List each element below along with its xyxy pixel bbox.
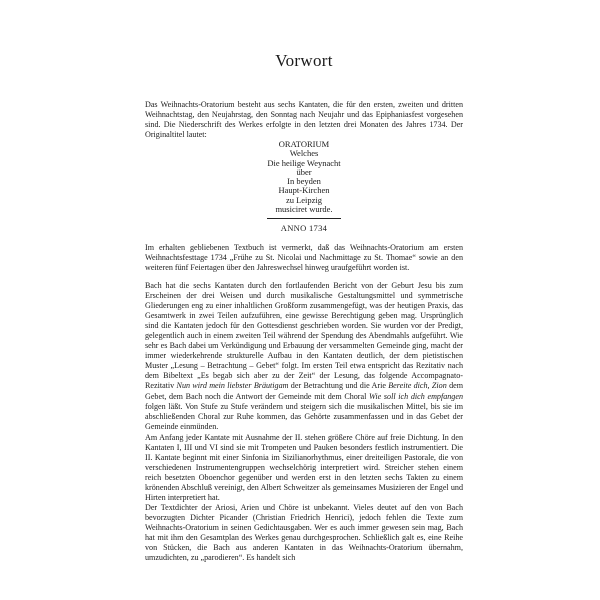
title-line: über <box>296 166 312 177</box>
paragraph-choirs: Am Anfang jeder Kantate mit Ausnahme der II. stehen größere Chöre auf freie Dichtung. In den Kantaten I, III und VI sind sie mit Trompeten und Pauken besonders festlich instrumentiert. Die II. Kantate beginnt mit einer Sinfonia im Sizilianorhythmus, einer dreiteiligen Pastorale, die von verschiedenen Instrumentengruppen wechselchörig interpretiert wird. Streicher stehen einem reich besetzten Oboenchor gegenüber und werden erst in den letzten sechs Takten zu einem krönenden Abschluß vereinigt, den Albert Schweitzer als gemeinsames Musizieren der Engel und Hirten interpretiert hat. <box>145 433 463 503</box>
italic-title: Nun wird mein liebster Bräutigam <box>176 381 289 391</box>
title-line: Die heilige Weynacht <box>267 157 341 168</box>
italic-title: Wie soll ich dich empfangen <box>369 391 463 401</box>
title-line: ORATORIUM <box>278 139 330 149</box>
page-title: Vorwort <box>275 51 333 71</box>
title-line: musiciret wurde. <box>275 204 333 215</box>
title-line: Haupt-Kirchen <box>278 185 330 196</box>
paragraph-structure <box>145 281 463 432</box>
text-run: folgen läßt. Von Stufe zu Stufe verändern und steigern sich die musikalischen Mittel, bis sie im abschließenden Choral zur Ruhe kommen, das Gehörte zusammenfassen und in das Gebet der Gemeinde einmünden. <box>145 401 463 431</box>
divider-rule <box>267 218 341 219</box>
title-line: zu Leipzig <box>285 194 323 205</box>
original-title-block <box>145 140 463 214</box>
title-line: In beyden <box>287 176 321 187</box>
anno-line: ANNO 1734 <box>280 223 328 233</box>
text-run: dem Gebet, dem Bach noch die Antwort der Gemeinde mit dem Choral <box>145 381 464 401</box>
document-page <box>145 0 463 600</box>
intro-paragraph: Das Weihnachts-Oratorium besteht aus sechs Kantaten, die für den ersten, zweiten und dritten Weihnachtstag, den Neujahrstag, den Sonntag nach Neujahr und das Epiphaniasfest vorgesehen sind. Die Niederschrift des Werkes erfolgte in den letzten drei Monaten des Jahres 1734. Der Originaltitel lautet: <box>145 100 463 140</box>
paragraph-librettist: Der Textdichter der Ariosi, Arien und Chöre ist unbekannt. Vieles deutet auf den von Bach bevorzugten Dichter Picander (Christian Friedrich Henrici), jedoch fehlen die Texte zum Weihnachts-Oratorium in seinen Gedichtausgaben. Wer es auch immer gewesen sein mag, Bach hat mit ihm den Gesamtplan des Werkes genau durchgesprochen. Schließlich galt es, eine Reihe von Stücken, die Bach aus anderen Kantaten in das Weihnachts-Oratorium übernahm, umzudichten, zu „parodieren“. Es handelt sich <box>145 503 463 563</box>
paragraph-textbook: Im erhalten gebliebenen Textbuch ist vermerkt, daß das Weihnachts-Oratorium am ersten Weihnachtsfesttage 1734 „Frühe zu St. Nicolai und Nachmittage zu St. Thomae“ sowie an den weiteren fünf Feiertagen über den Jahreswechsel hinweg uraufgeführt worden ist. <box>145 243 463 273</box>
text-run: Bach hat die sechs Kantaten durch den fortlaufenden Bericht von der Geburt Jesu bis zum Erscheinen der drei Weisen und durch musikalische Gestaltungsmittel und symmetrische Gliederungen eng zu einer inhaltlichen Großform zusammengefügt, was der heutigen Praxis, das Gesamtwerk in zwei Teilen aufzuführen, eine gewisse Berechtigung geben mag. Ursprünglich sind die Kantaten jedoch für den Gottesdienst geschrieben worden. Sie wurden vor der Predigt, gelegentlich auch in einem zweiten Teil während der Spendung des Abendmahls aufgeführt. Wie sehr es Bach dabei um Verkündigung und Erbauung der versammelten Gemeinde ging, macht der immer wiederkehrende strukturelle Aufbau in den Kantaten deutlich, der dem pietistischen Muster „Lesung – Betrachtung – Gebet“ folgt. Im ersten Teil etwa entspricht das Rezitativ nach dem Bibeltext „Es begab sich aber zu der Zeit“ der Lesung, das folgende Accompagnato-Rezitativ <box>145 281 463 391</box>
title-line: Welches <box>289 148 319 159</box>
italic-title: Bereite dich, Zion <box>388 381 447 391</box>
text-run: der Betrachtung und die Arie <box>288 381 389 391</box>
